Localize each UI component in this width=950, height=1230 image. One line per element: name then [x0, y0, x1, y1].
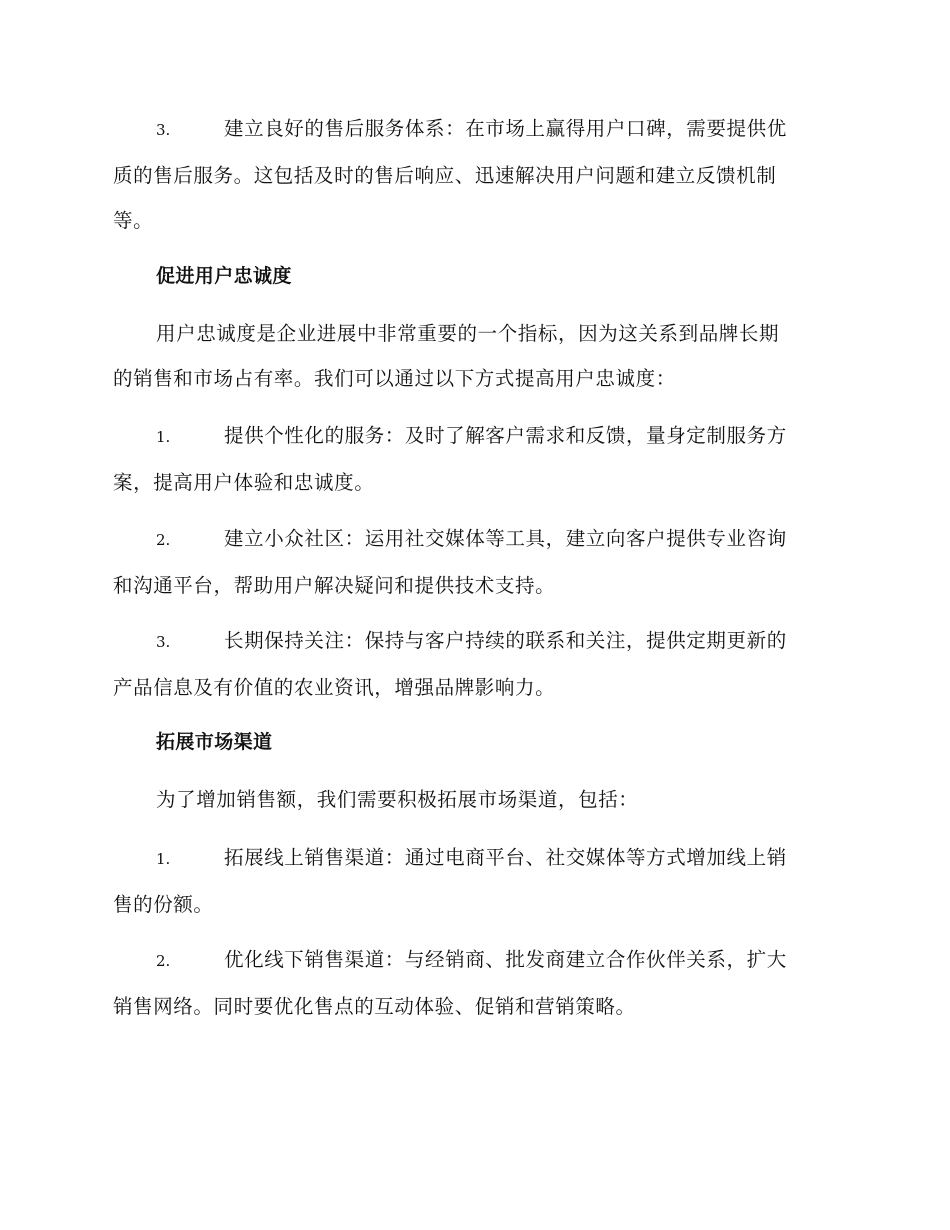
- list-number: 1.: [156, 850, 171, 868]
- list-item-community: [113, 516, 833, 608]
- list-item-line: 售的份额。: [113, 893, 214, 916]
- section-heading: 拓展市场渠道: [156, 731, 273, 753]
- list-item-offline-channels: [113, 937, 833, 1029]
- paragraph-line: 用户忠诚度是企业进展中非常重要的一个指标，因为这关系到品牌长期: [156, 322, 780, 345]
- list-item-personalized-service: [113, 413, 833, 505]
- list-item-long-term-attention: [113, 618, 833, 710]
- list-number: 1.: [156, 428, 171, 446]
- paragraph-loyalty-intro: [113, 311, 833, 401]
- paragraph-channels-intro: [113, 777, 833, 822]
- section-heading-channels-wrap: [113, 720, 833, 765]
- list-item-line: 建立良好的售后服务体系：在市场上赢得用户口碑，需要提供优: [224, 117, 787, 140]
- list-item-line: 提供个性化的服务：及时了解客户需求和反馈，量身定制服务方: [224, 424, 787, 447]
- section-heading-loyalty-wrap: [113, 254, 833, 299]
- list-number: 3.: [156, 121, 171, 139]
- list-number: 3.: [156, 633, 171, 651]
- list-number: 2.: [156, 531, 171, 549]
- list-item-online-channels: [113, 835, 833, 927]
- list-item-after-sales: [113, 106, 833, 243]
- list-item-line: 案，提高用户体验和忠诚度。: [113, 471, 375, 494]
- list-item-line: 优化线下销售渠道：与经销商、批发商建立合作伙伴关系，扩大: [224, 948, 787, 971]
- paragraph-line: 为了增加销售额，我们需要积极拓展市场渠道，包括：: [156, 788, 639, 811]
- list-item-line: 拓展线上销售渠道：通过电商平台、社交媒体等方式增加线上销: [224, 846, 787, 869]
- list-number: 2.: [156, 952, 171, 970]
- list-item-line: 销售网络。同时要优化售点的互动体验、促销和营销策略。: [113, 995, 636, 1018]
- list-item-line: 质的售后服务。这包括及时的售后响应、迅速解决用户问题和建立反馈机制: [113, 164, 777, 187]
- list-item-line: 建立小众社区：运用社交媒体等工具，建立向客户提供专业咨询: [224, 527, 787, 550]
- list-item-line: 等。: [113, 209, 154, 232]
- list-item-line: 和沟通平台，帮助用户解决疑问和提供技术支持。: [113, 574, 556, 597]
- paragraph-line: 的销售和市场占有率。我们可以通过以下方式提高用户忠诚度：: [113, 367, 676, 390]
- list-item-line: 产品信息及有价值的农业资讯，增强品牌影响力。: [113, 676, 556, 699]
- section-heading: 促进用户忠诚度: [156, 265, 292, 287]
- list-item-line: 长期保持关注：保持与客户持续的联系和关注，提供定期更新的: [224, 629, 787, 652]
